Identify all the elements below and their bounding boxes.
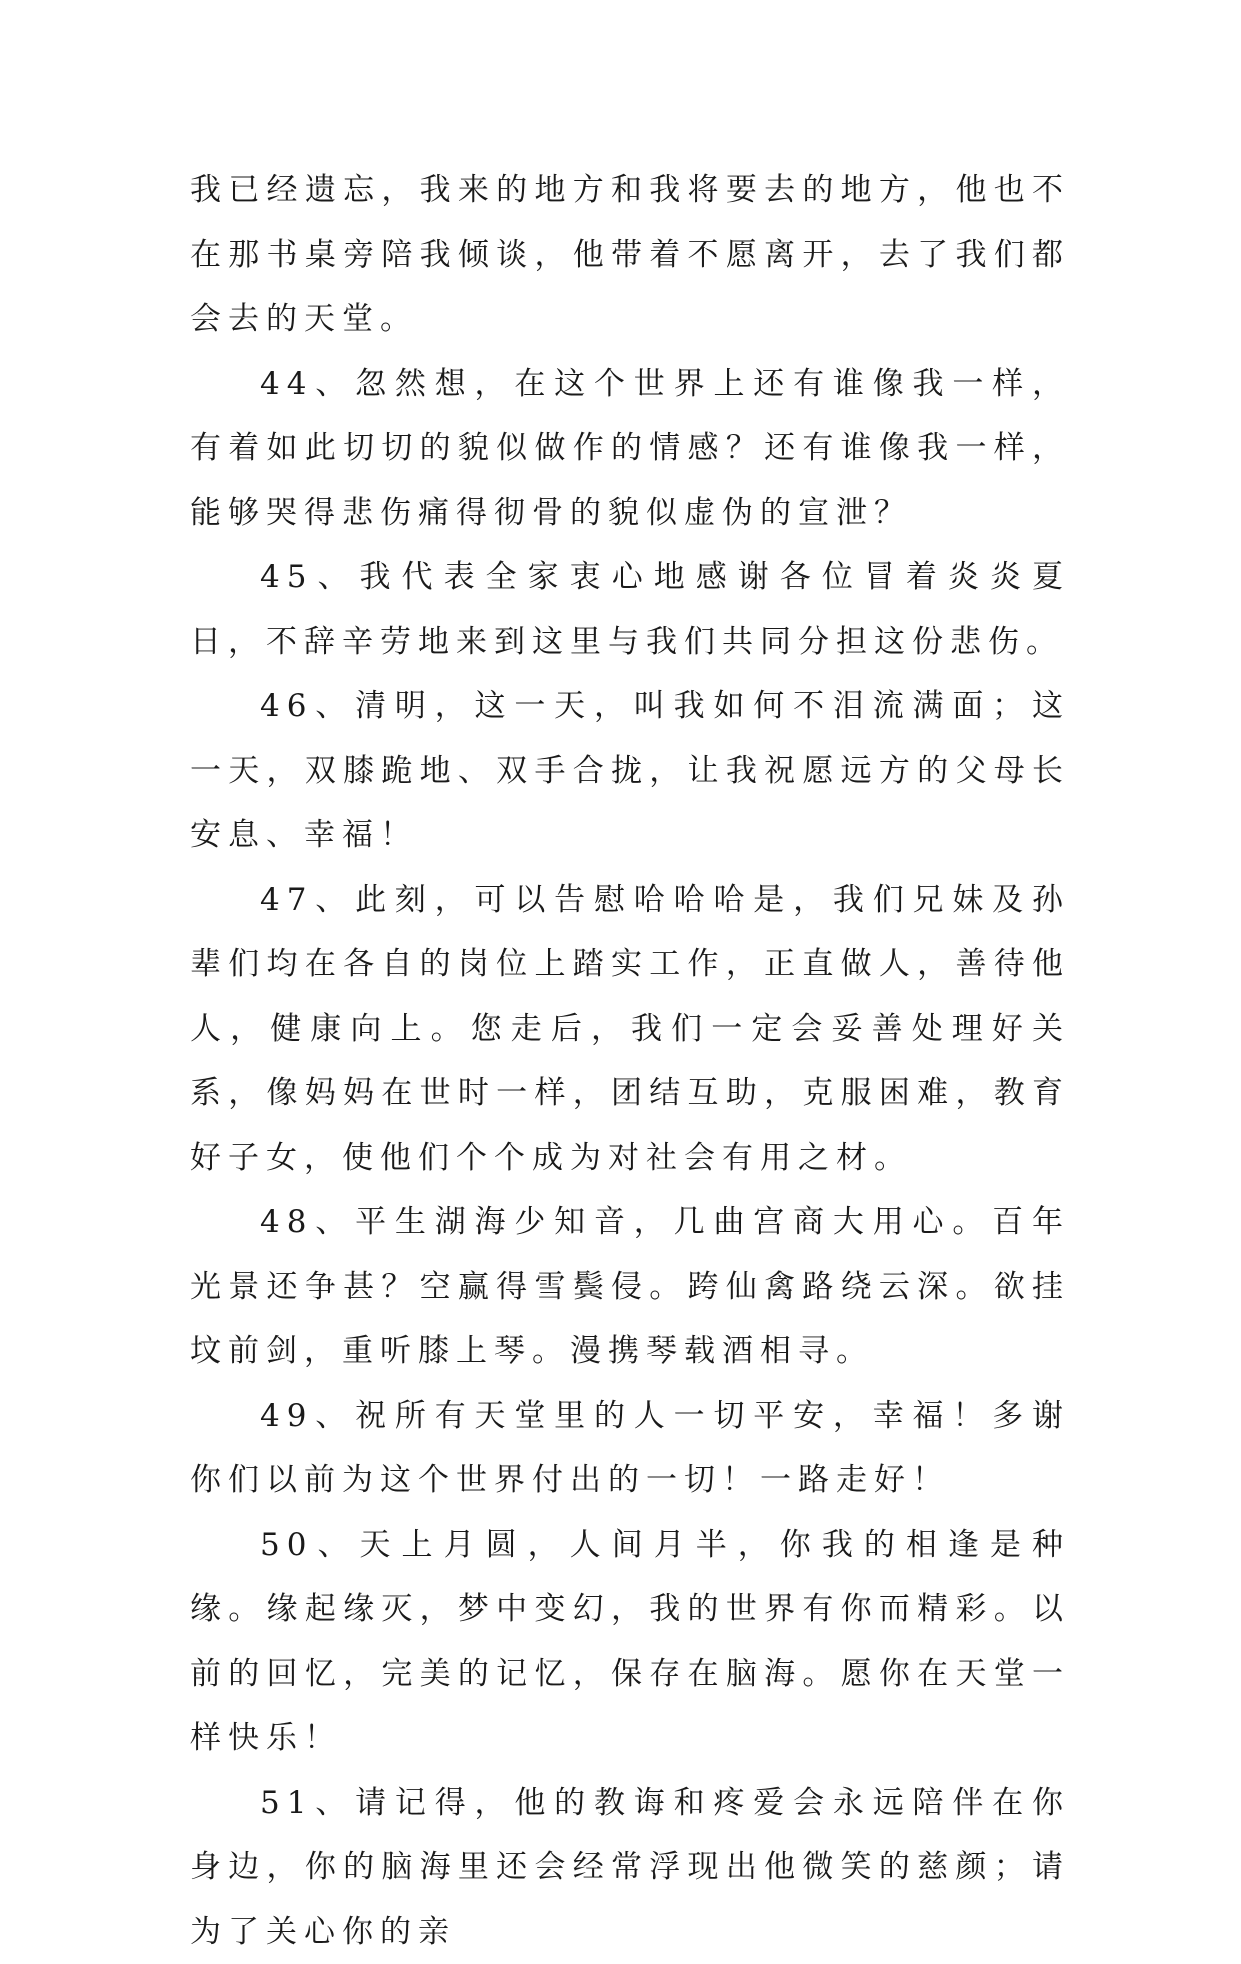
paragraph-48: 48、平生湖海少知音，几曲宫商大用心。百年光景还争甚？空赢得雪鬓侵。跨仙禽路绕云深。欲挂坟前剑，重听膝上琴。漫携琴载酒相寻。: [190, 1190, 1070, 1384]
paragraph-continuation: 我已经遗忘，我来的地方和我将要去的地方，他也不在那书桌旁陪我倾谈，他带着不愿离开，去了我们都会去的天堂。: [190, 158, 1070, 352]
paragraph-51: 51、请记得，他的教诲和疼爱会永远陪伴在你身边，你的脑海里还会经常浮现出他微笑的慈颜；请为了关心你的亲: [190, 1771, 1070, 1964]
paragraph-47: 47、此刻，可以告慰哈哈哈是，我们兄妹及孙辈们均在各自的岗位上踏实工作，正直做人，善待他人，健康向上。您走后，我们一定会妥善处理好关系，像妈妈在世时一样，团结互助，克服困难，教育好子女，使他们个个成为对社会有用之材。: [190, 868, 1070, 1191]
paragraph-44: 44、忽然想，在这个世界上还有谁像我一样，有着如此切切的貌似做作的情感？还有谁像我一样，能够哭得悲伤痛得彻骨的貌似虚伪的宣泄？: [190, 352, 1070, 546]
document-body: [190, 158, 1070, 1964]
paragraph-45: 45、我代表全家衷心地感谢各位冒着炎炎夏日，不辞辛劳地来到这里与我们共同分担这份悲伤。: [190, 545, 1070, 674]
paragraph-49: 49、祝所有天堂里的人一切平安，幸福！多谢你们以前为这个世界付出的一切！一路走好！: [190, 1384, 1070, 1513]
paragraph-46: 46、清明，这一天，叫我如何不泪流满面；这一天，双膝跪地、双手合拢，让我祝愿远方的父母长安息、幸福！: [190, 674, 1070, 868]
paragraph-50: 50、天上月圆，人间月半，你我的相逢是种缘。缘起缘灭，梦中变幻，我的世界有你而精彩。以前的回忆，完美的记忆，保存在脑海。愿你在天堂一样快乐！: [190, 1513, 1070, 1771]
